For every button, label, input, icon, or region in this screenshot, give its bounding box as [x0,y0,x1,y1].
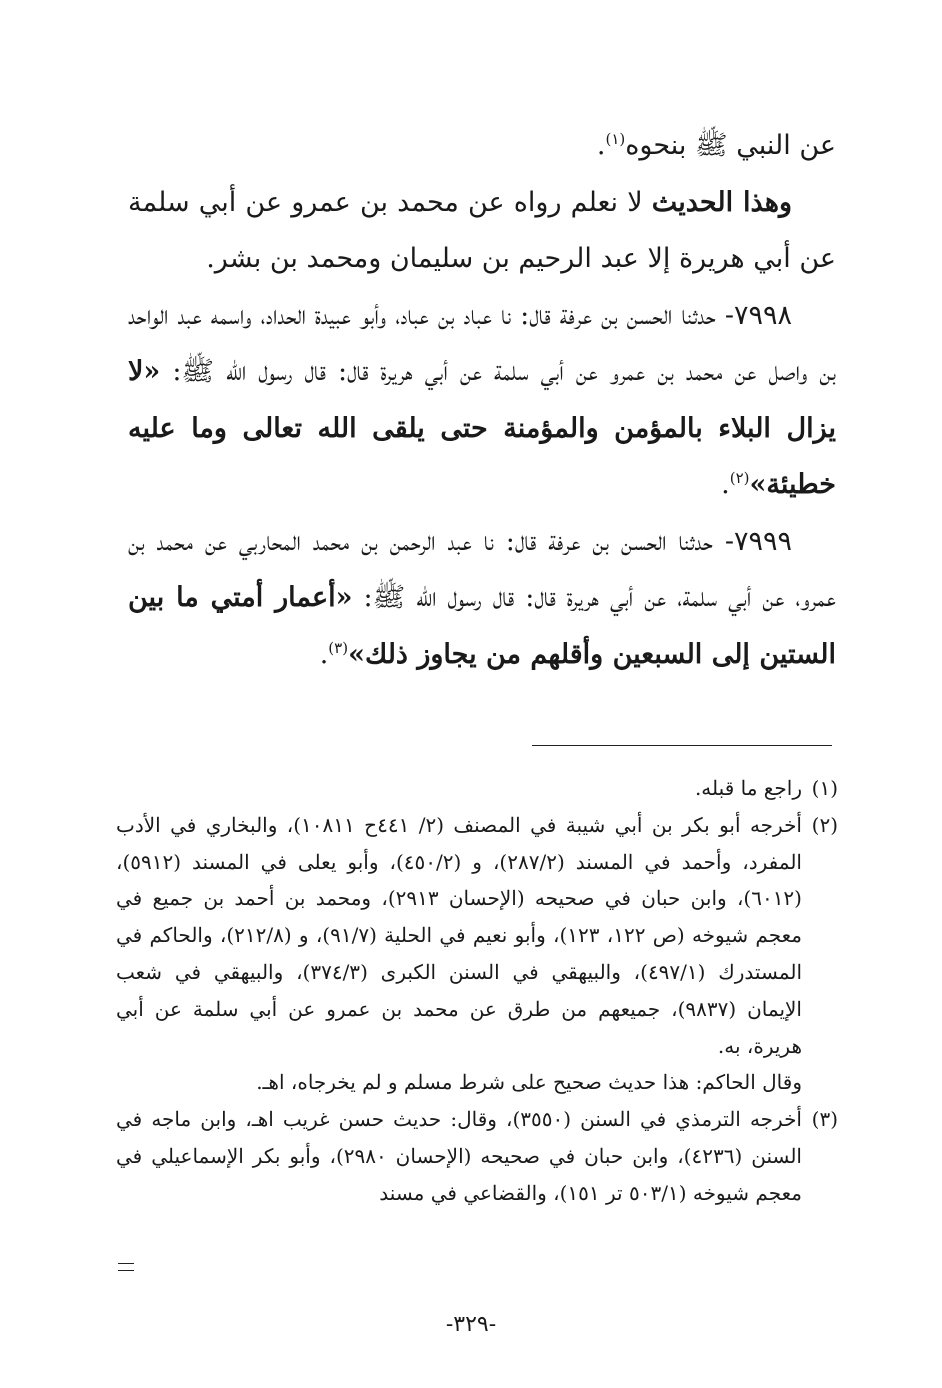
hadith-quote: «أعمار أمتي ما بين الستين إلى السبعين وأقلهم من يجاوز ذلك» [128,582,836,670]
main-text [128,118,836,683]
footnote-ref-2[interactable]: (٢) [729,469,750,487]
footnote-marker: (٣) [811,1107,838,1132]
hadith-7998: ٧٩٩٨- حدثنا الحسن بن عرفة قال: نا عباد بن عباد، وأبو عبيدة الحداد، واسمه عبد الواحد بن واصل عن محمد بن عمرو عن أبي سلمة عن أبي هريرة قال: قال رسول الله ﷺ: «لا يزال البلاء بالمؤمن والمؤمنة حتى يلقى الله تعالى وما عليه خطيئة»$^{(٢)}$. [128,299,836,500]
footnote-2: (٢)أخرجه أبو بكر بن أبي شيبة في المصنف (٢/ ٤٤١ح ١٠٨١١)، والبخاري في الأدب المفرد، وأحمد في المسند (٢٨٧/٢)، و (٤٥٠/٢)، وأبو يعلى في المسند (٥٩١٢)، (٦٠١٢)، وابن حبان في صحيحه (الإحسان ٢٩١٣)، ومحمد بن أحمد بن جميع في معجم شيوخه (ص ١٢٢، ١٢٣)، وأبو نعيم في الحلية (٩١/٧)، و (٢١٢/٨)، والحاكم في المستدرك (٤٩٧/١)، والبيهقي في السنن الكبرى (٣٧٤/٣)، والبيهقي في شعب الإيمان (٩٨٣٧)، جميعهم من طرق عن محمد بن عمرو عن أبي سلمة عن أبي هريرة، به. [116,807,838,1065]
continuation-mark [118,1263,134,1271]
footnotes [116,770,838,1212]
footnote-marker: (٢) [811,812,838,837]
footnote-3: (٣)أخرجه الترمذي في السنن (٣٥٥٠)، وقال: حديث حسن غريب اهـ، وابن ماجه في السنن (٤٢٣٦)، وابن حبان في صحيحه (الإحسان ٢٩٨٠)، وأبو بكر الإسماعيلي في معجم شيوخه (٥٠٣/١ تر ١٥١)، والقضاعي في مسند [116,1101,838,1211]
paragraph-2: وهذا الحديث لا نعلم رواه عن محمد بن عمرو عن أبي سلمة عن أبي هريرة إلا عبد الرحيم بن سليمان ومحمد بن بشر. [128,186,836,274]
hadith-7999: ٧٩٩٩- حدثنا الحسن بن عرفة قال: نا عبد الرحمن بن محمد المحاربي عن محمد بن عمرو، عن أبي سلمة، عن أبي هريرة قال: قال رسول الله ﷺ: «أعمار أمتي ما بين الستين إلى السبعين وأقلهم من يجاوز ذلك»$^{(٣)}$. [128,525,836,670]
footnote-ref-1[interactable]: (١) [605,130,626,148]
footnote-1: (١)راجع ما قبله. [116,770,838,807]
footnote-marker: (١) [811,776,838,800]
footnote-ref-3[interactable]: (٣) [328,638,349,657]
footnote-2-continuation: وقال الحاكم: هذا حديث صحيح على شرط مسلم و لم يخرجاه، اهـ. [256,1070,802,1095]
footnote-separator [532,745,832,746]
bold-lead: وهذا الحديث [651,186,792,218]
paragraph-1: عن النبي ﷺ بنحوه$^{(١)}$. [596,130,836,161]
hadith-quote: «لا يزال البلاء بالمؤمن والمؤمنة حتى يلقى الله تعالى وما عليه خطيئة» [128,356,836,500]
page-number: -٣٢٩- [445,1312,497,1337]
